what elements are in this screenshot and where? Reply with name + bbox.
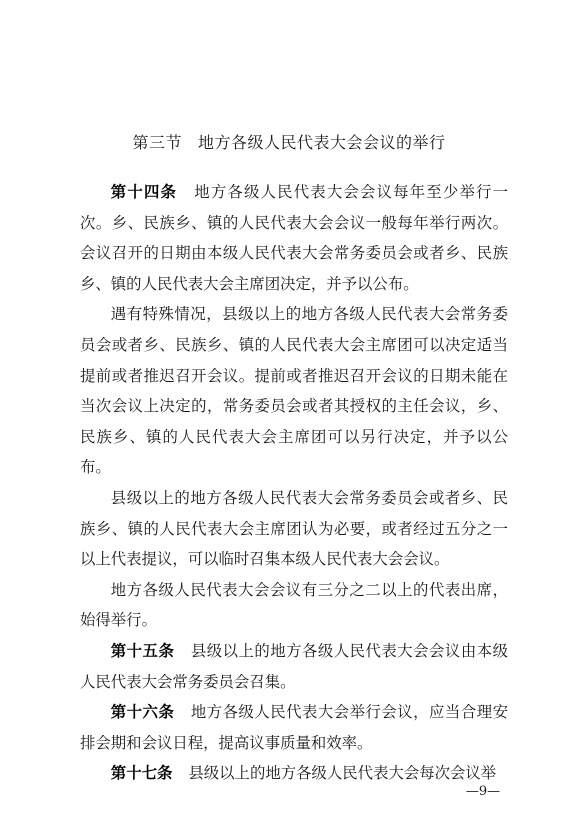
article-label: 第十七条 [110,764,173,783]
article-label: 第十五条 [110,641,175,660]
page-number: —9— [465,784,501,799]
paragraph-article-14-3 [80,483,508,575]
paragraph-article-16 [80,697,508,758]
paragraph-text: 地方各级人民代表大会举行会议，应当合理安排会期和会议日程，提高议事质量和效率。 [80,703,508,752]
paragraph-article-14-2 [80,299,508,483]
article-label: 第十四条 [110,183,178,201]
paragraph-article-15 [80,636,508,697]
article-label: 第十六条 [110,703,175,722]
paragraph-text: 县级以上的地方各级人民代表大会每次会议举 [188,764,497,783]
paragraph-article-14 [80,177,508,299]
section-title-text: 地方各级人民代表大会会议的举行 [198,133,446,152]
section-number: 第三节 [132,133,182,152]
paragraph-text: 县级以上的地方各级人民代表大会常务委员会或者乡、民族乡、镇的人民代表大会主席团认为必要，或者经过五分之一以上代表提议，可以临时召集本级人民代表大会会议。 [80,488,508,569]
section-heading [0,132,578,154]
paragraph-text: 县级以上的地方各级人民代表大会会议由本级人民代表大会常务委员会召集。 [80,641,508,691]
body-text [80,177,508,789]
paragraph-text: 遇有特殊情况，县级以上的地方各级人民代表大会常务委员会或者乡、民族乡、镇的人民代表大会主席团可以决定适当提前或者推迟召开会议。提前或者推迟召开会议的日期未能在当次会议上决定的，常务委员会或者其授权的主任会议，乡、民族乡、镇的人民代表大会主席团可以另行决定，并予以公布。 [80,305,508,477]
paragraph-text: 地方各级人民代表大会会议有三分之二以上的代表出席，始得举行。 [80,580,508,630]
paragraph-text: 地方各级人民代表大会会议每年至少举行一次。乡、民族乡、镇的人民代表大会会议一般每年举行两次。会议召开的日期由本级人民代表大会常务委员会或者乡、民族乡、镇的人民代表大会主席团决定，并予以公布。 [80,183,508,293]
paragraph-article-14-4 [80,575,508,636]
paragraph-article-17 [80,758,508,789]
